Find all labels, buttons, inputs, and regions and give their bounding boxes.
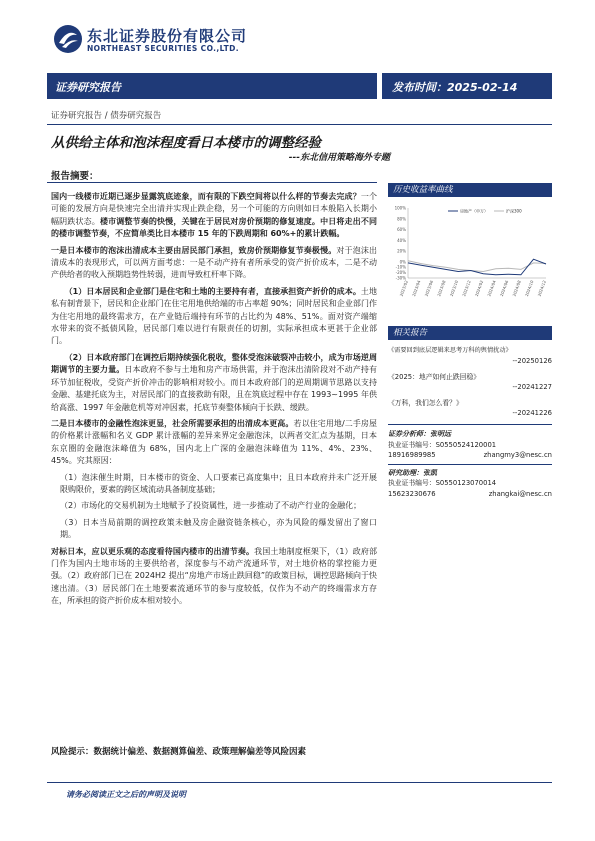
analyst-phone: 18916989985	[388, 451, 436, 459]
related-list	[388, 346, 552, 418]
x-tick-label: 2023/02	[398, 279, 409, 297]
y-tick-label: 80%	[397, 216, 406, 222]
disclaimer: 请务必阅读正文之后的声明及说明	[66, 790, 186, 799]
analyst-block	[388, 429, 552, 461]
x-tick-label: 2024/04	[486, 279, 497, 297]
assistant-name: 张凯	[423, 468, 437, 477]
related-item[interactable]	[388, 346, 552, 366]
divider	[388, 424, 552, 425]
y-tick-label: -20%	[395, 270, 406, 276]
related-item-date: --20241227	[512, 383, 552, 391]
paragraph: 国内一线楼市近期已逐步显露筑底迹象，而有限的下跌空间将以什么样的节奏去完成？一个可能的发展方向是快速完全出清并实现止跌企稳，另一个可能的方向则如日本般陷入长期小幅阴跌状态。楼市调整节奏的快慢，关键在于居民对房价预期的修复速度。中日将走出不同的楼市调整节奏，不应简单类比日本楼市 15 年的下跌周期和 60%+的累计跌幅。	[51, 192, 378, 239]
assistant-email[interactable]: zhangkai@nesc.cn	[488, 489, 552, 498]
related-item-date: --20250126	[512, 357, 552, 365]
assistant-cert: 执业证书编号：S0550123070014	[388, 479, 497, 487]
y-tick-label: 0%	[399, 259, 406, 265]
y-tick-label: -10%	[395, 264, 406, 270]
report-type: 证券研究报告	[55, 81, 121, 94]
divider	[47, 182, 377, 183]
x-tick-label: 2023/12	[461, 279, 472, 297]
x-tick-label: 2023/04	[411, 279, 422, 297]
x-tick-label: 2024/02	[473, 279, 485, 297]
y-tick-label: 40%	[397, 237, 406, 243]
assistant-role: 研究助理：	[388, 468, 423, 477]
divider	[47, 124, 552, 125]
related-item-title: 《2025：地产如何止跌回稳》	[388, 373, 481, 381]
divider	[47, 782, 552, 783]
yield-chart	[388, 200, 552, 312]
related-item[interactable]	[388, 372, 552, 392]
risk-warning: 风险提示：数据统计偏差、数据测算偏差、政策理解偏差等风险因素	[51, 747, 307, 757]
analyst-role: 证券分析师：	[388, 430, 430, 438]
x-tick-label: 2024/10	[524, 279, 535, 297]
header-band	[47, 73, 552, 99]
yield-chart-svg	[388, 200, 552, 312]
x-tick-label: 2024/08	[511, 279, 522, 297]
y-tick-label: 100%	[394, 205, 406, 211]
company-logo-icon	[53, 24, 83, 54]
related-item-title: 《万科，我们怎么看？》	[388, 399, 463, 407]
legend-label: 沪深300	[506, 208, 522, 214]
paragraph: （1）日本居民和企业部门是住宅和土地的主要持有者，直接承担资产折价的成本。土地私有制背景下，居民和企业部门在住宅用地供给端的市占率超 90%；同时居民和企业部门作为住宅用地的最终需求方，在产业链后端持有环节的占比约为 48%、51%。面对资产端缩水带来的资不抵债风险，居民部门难以进行有限责任的切割，实际承担成本更甚于企业部门。	[51, 286, 377, 346]
paragraph: 一是日本楼市的泡沫出清成本主要由居民部门承担，致房价预期修复节奏极慢。对于泡沫出清成本的表现形式，可以两方面考虑：一是不动产持有者所承受的资产折价成本，二是不动产供给者的收入预期趋势性转弱，进而导致杠杆率下降。	[51, 245, 378, 280]
paragraph: 对标日本，应以更乐观的态度看待国内楼市的出清节奏。我国土地制度框架下，（1）政府部门作为国内土地市场的主要供给者，深度参与不动产流通环节，对土地价格的掌控能力更强。（2）政府部门已在 2024H2 提出“房地产市场止跌回稳”的政策目标，调控思路倾向于快速出清。（3）居民部门在土地要素流通环节的参与度较低，仅作为不动产的终端需求方存在，所承担的资产折价成本相对较小。	[51, 546, 378, 606]
company-logo	[53, 20, 273, 64]
assistant-block	[388, 468, 552, 500]
summary-label: 报告摘要：	[51, 171, 99, 182]
page-subtitle: ---东北信用策略海外专题	[288, 153, 390, 163]
x-tick-label: 2024/12	[536, 279, 547, 297]
analyst-name: 张明远	[430, 430, 451, 438]
legend-label: 房地产（申万）	[460, 208, 488, 214]
breadcrumb: 证券研究报告 / 债券研究报告	[51, 111, 162, 121]
related-item[interactable]	[388, 398, 552, 418]
summary-body	[51, 191, 377, 612]
divider	[388, 464, 552, 465]
paragraph: （3）日本当局前期的调控政策未触及房企融资链条核心，亦为风险的爆发留出了窗口期。	[60, 517, 377, 540]
company-name-cn: 东北证券股份有限公司	[87, 27, 248, 45]
x-tick-label: 2023/06	[423, 279, 435, 297]
y-tick-label: -30%	[395, 275, 406, 281]
chart-section	[388, 183, 552, 197]
related-header: 相关报告	[388, 326, 552, 340]
paragraph: （2）日本政府部门在调控后期持续强化税收，整体受泡沫破裂冲击较小，成为市场逆周期调节的主要力量。日本政府不参与土地和房产市场供需，并于泡沫出清阶段对不动产持有环节加征税收，受资产折价冲击的影响相对较小。而日本政府部门的逆周期调节思路以支持金融、基建托底为主，对居民部门的直接救助有限，且在筑底过程中存在 1993~1995 年供给高涨、1997 年金融危机等对冲因素，托底节奏整体倾向于长跌、缓跌。	[51, 352, 378, 412]
company-name-en: NORTHEAST SECURITIES CO.,LTD.	[87, 44, 240, 53]
analyst-cert: 执业证书编号：S0550524120001	[388, 440, 497, 449]
paragraph: （2）市场化的交易机制为土地赋予了投资属性，进一步推动了不动产行业的金融化；	[60, 501, 362, 511]
related-item-date: --20241226	[512, 409, 552, 417]
page-title: 从供给主体和泡沫程度看日本楼市的调整经验	[51, 135, 321, 151]
assistant-phone: 15623230676	[388, 489, 436, 498]
paragraph: （1）泡沫催生时期，日本楼市的资金、人口要素已高度集中；且日本政府并未广泛开展限购限价，要素的跨区域流动具备制度基础；	[60, 472, 377, 494]
x-tick-label: 2023/10	[448, 279, 460, 297]
y-tick-label: 60%	[397, 227, 406, 233]
x-tick-label: 2023/08	[436, 279, 447, 297]
publish-date: 发布时间：2025-02-14	[392, 81, 518, 94]
x-tick-label: 2024/06	[498, 279, 510, 297]
chart-header: 历史收益率曲线	[388, 183, 552, 197]
analyst-email[interactable]: zhangmy3@nesc.cn	[483, 451, 552, 459]
related-section	[388, 326, 552, 499]
paragraph: 二是日本楼市的金融性泡沫更显，社会所需要承担的出清成本更高。若以住宅用地/二手房屋的价格累计涨幅和名义 GDP 累计涨幅的差异来界定金融泡沫，以两者交汇点为基期，日本东京圈的金融泡沫峰值为 68%，国内北上广深的金融泡沫峰值为 11%、4%、23%、45%。究其原因：	[51, 418, 378, 466]
related-item-title: 《需要回到底层逻辑来思考万科的舆情扰动》	[388, 347, 512, 354]
y-tick-label: 20%	[397, 248, 406, 254]
